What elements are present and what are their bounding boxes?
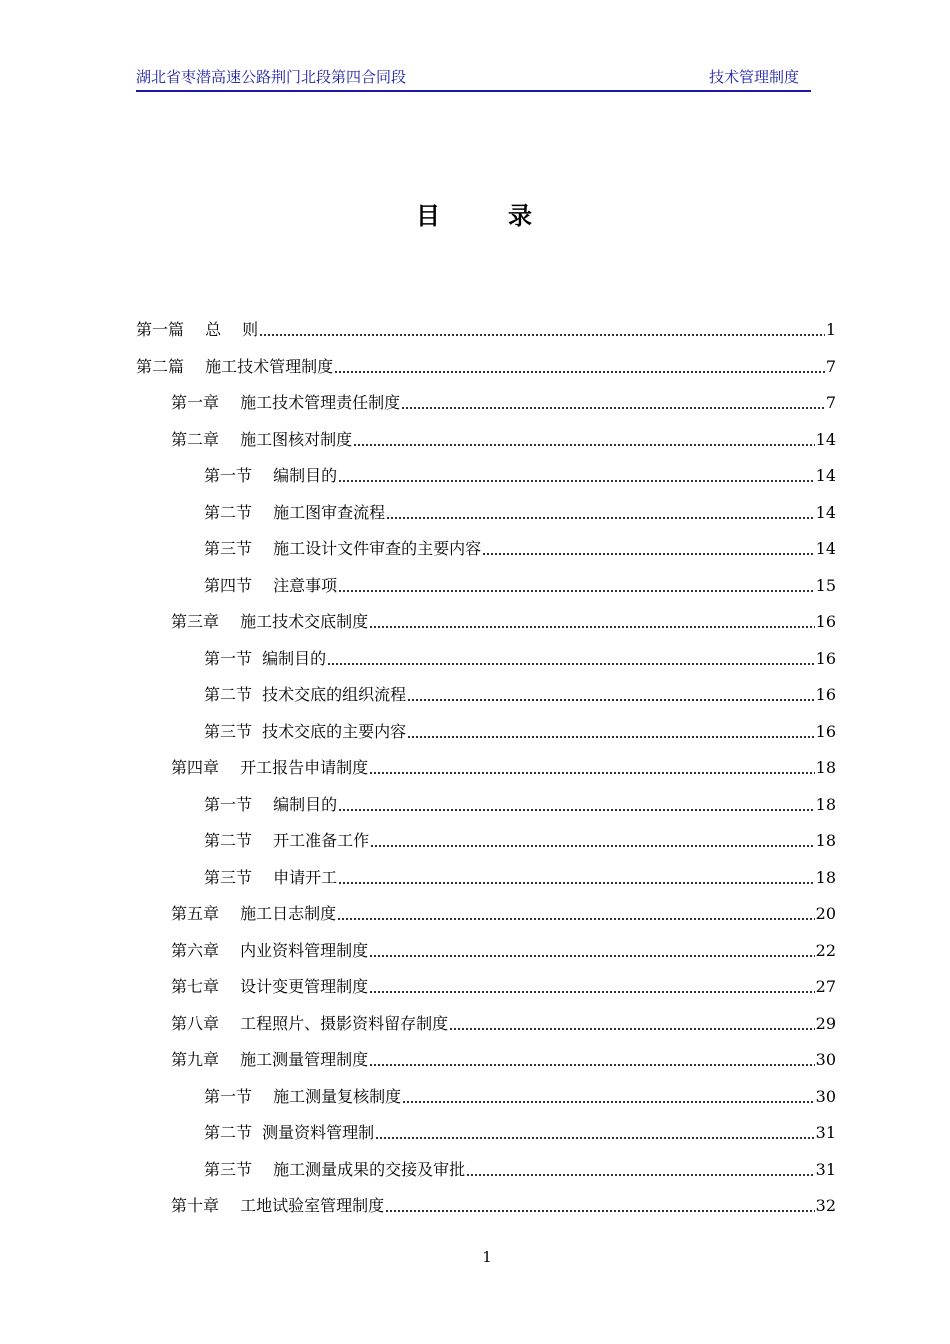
page-title: [0, 196, 950, 231]
toc-entry-page: 16: [815, 648, 836, 668]
page-header: [136, 64, 811, 92]
toc-dot-leader: [259, 333, 825, 337]
toc-entry-label: 第一章 施工技术管理责任制度: [171, 393, 401, 413]
toc-dot-leader: [449, 1027, 815, 1031]
toc-entry[interactable]: [136, 312, 836, 349]
toc-entry[interactable]: [136, 750, 836, 787]
toc-entry[interactable]: [136, 860, 836, 897]
toc-entry-label: 第一节 施工测量复核制度: [204, 1086, 402, 1106]
toc-entry-page: 30: [815, 1050, 836, 1070]
toc-dot-leader: [401, 406, 825, 410]
toc-entry[interactable]: [136, 1079, 836, 1116]
toc-entry-label: 第七章 设计变更管理制度: [171, 977, 369, 997]
toc-entry-label: 第六章 内业资料管理制度: [171, 940, 369, 960]
toc-entry-label: 第二节 施工图审查流程: [204, 502, 386, 522]
toc-entry[interactable]: [136, 787, 836, 824]
toc-entry-page: 15: [815, 575, 836, 595]
toc-entry-page: 18: [815, 867, 836, 887]
toc-dot-leader: [334, 370, 825, 374]
toc-entry[interactable]: [136, 458, 836, 495]
toc-entry[interactable]: [136, 714, 836, 751]
toc-dot-leader: [482, 552, 815, 556]
toc-entry[interactable]: [136, 1006, 836, 1043]
toc-entry[interactable]: [136, 495, 836, 532]
toc-dot-leader: [369, 954, 815, 958]
toc-dot-leader: [338, 479, 815, 483]
toc-entry-label: 第二节 技术交底的组织流程: [204, 685, 407, 705]
toc-dot-leader: [327, 662, 814, 666]
toc-entry[interactable]: [136, 422, 836, 459]
toc-entry-label: 第一篇 总 则: [136, 320, 259, 340]
toc-entry[interactable]: [136, 1042, 836, 1079]
toc-entry[interactable]: [136, 641, 836, 678]
toc-entry-label: 第一节 编制目的: [204, 648, 327, 668]
toc-entry-page: 32: [815, 1196, 836, 1216]
title-char-1: 目: [416, 202, 442, 230]
table-of-contents: [136, 312, 836, 1225]
toc-dot-leader: [407, 735, 814, 739]
toc-entry-page: 1: [825, 320, 836, 340]
toc-entry-page: 16: [815, 721, 836, 741]
toc-entry[interactable]: [136, 349, 836, 386]
toc-entry-page: 18: [815, 758, 836, 778]
toc-dot-leader: [386, 516, 815, 520]
toc-entry-label: 第三节 施工测量成果的交接及审批: [204, 1159, 466, 1179]
toc-entry[interactable]: [136, 568, 836, 605]
toc-entry[interactable]: [136, 385, 836, 422]
toc-dot-leader: [385, 1209, 815, 1213]
toc-entry-label: 第九章 施工测量管理制度: [171, 1050, 369, 1070]
toc-entry-label: 第三节 施工设计文件审查的主要内容: [204, 539, 482, 559]
toc-entry-page: 18: [815, 794, 836, 814]
toc-dot-leader: [370, 844, 815, 848]
toc-entry-page: 20: [815, 904, 836, 924]
toc-entry-page: 7: [825, 356, 836, 376]
toc-dot-leader: [402, 1100, 815, 1104]
toc-entry-page: 14: [815, 539, 836, 559]
toc-entry[interactable]: [136, 1152, 836, 1189]
toc-entry-label: 第三节 技术交底的主要内容: [204, 721, 407, 741]
toc-entry-label: 第五章 施工日志制度: [171, 904, 337, 924]
toc-dot-leader: [338, 589, 815, 593]
toc-entry[interactable]: [136, 1115, 836, 1152]
toc-entry-label: 第四节 注意事项: [204, 575, 338, 595]
toc-entry[interactable]: [136, 896, 836, 933]
toc-dot-leader: [369, 625, 815, 629]
toc-dot-leader: [369, 771, 815, 775]
toc-entry-label: 第一节 编制目的: [204, 794, 338, 814]
toc-entry[interactable]: [136, 823, 836, 860]
toc-entry-page: 16: [815, 685, 836, 705]
toc-entry-label: 第二篇 施工技术管理制度: [136, 356, 334, 376]
toc-dot-leader: [337, 917, 815, 921]
toc-dot-leader: [369, 1063, 815, 1067]
toc-entry-label: 第八章 工程照片、摄影资料留存制度: [171, 1013, 449, 1033]
toc-entry-label: 第二节 测量资料管理制: [204, 1123, 375, 1143]
toc-entry[interactable]: [136, 531, 836, 568]
header-project-name: 湖北省枣潜高速公路荆门北段第四合同段: [136, 68, 407, 86]
toc-dot-leader: [466, 1173, 815, 1177]
toc-entry-page: 7: [825, 393, 836, 413]
toc-entry-page: 30: [815, 1086, 836, 1106]
toc-entry-label: 第二章 施工图核对制度: [171, 429, 353, 449]
toc-entry[interactable]: [136, 677, 836, 714]
toc-dot-leader: [375, 1136, 814, 1140]
toc-entry[interactable]: [136, 604, 836, 641]
toc-entry[interactable]: [136, 933, 836, 970]
toc-entry-label: 第三节 申请开工: [204, 867, 338, 887]
toc-entry-page: 18: [815, 831, 836, 851]
toc-dot-leader: [407, 698, 814, 702]
header-document-title: 技术管理制度: [708, 68, 799, 86]
toc-entry-page: 14: [815, 429, 836, 449]
toc-dot-leader: [353, 443, 815, 447]
toc-dot-leader: [338, 881, 815, 885]
toc-entry-label: 第一节 编制目的: [204, 466, 338, 486]
toc-entry-label: 第三章 施工技术交底制度: [171, 612, 369, 632]
toc-entry-page: 14: [815, 502, 836, 522]
toc-entry[interactable]: [136, 1188, 836, 1225]
toc-entry-label: 第十章 工地试验室管理制度: [171, 1196, 385, 1216]
toc-entry-page: 14: [815, 466, 836, 486]
toc-entry-label: 第四章 开工报告申请制度: [171, 758, 369, 778]
title-char-2: 录: [508, 202, 534, 230]
toc-dot-leader: [369, 990, 815, 994]
page-number: 1: [482, 1248, 492, 1266]
toc-entry-label: 第二节 开工准备工作: [204, 831, 370, 851]
toc-entry-page: 22: [815, 940, 836, 960]
toc-entry-page: 31: [815, 1123, 836, 1143]
toc-entry-page: 31: [815, 1159, 836, 1179]
toc-entry-page: 16: [815, 612, 836, 632]
toc-entry-page: 29: [815, 1013, 836, 1033]
toc-dot-leader: [338, 808, 815, 812]
toc-entry-page: 27: [815, 977, 836, 997]
toc-entry[interactable]: [136, 969, 836, 1006]
